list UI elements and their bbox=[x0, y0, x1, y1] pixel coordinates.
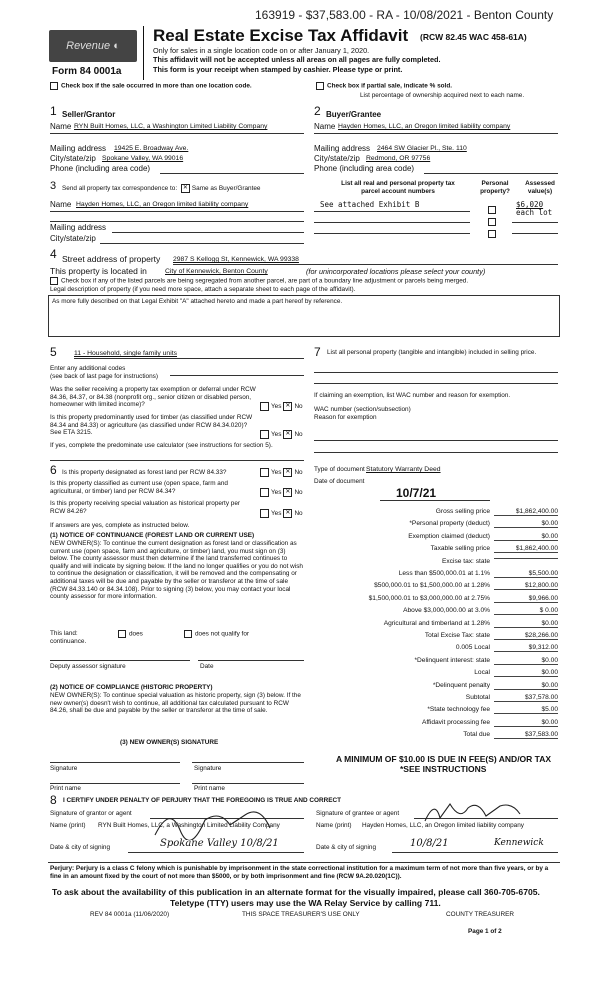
correspondence-rule-2 bbox=[50, 221, 304, 222]
rcw-reference: (RCW 82.45 WAC 458-61A) bbox=[420, 32, 527, 42]
correspondence-rule bbox=[50, 211, 304, 212]
parcel-line-2 bbox=[314, 222, 470, 223]
owner-signature-label-1: Signature bbox=[50, 765, 78, 772]
grantor-name[interactable]: RYN Built Homes, LLC, a Washington Limited Liability Company bbox=[98, 822, 280, 829]
partial-sale-note: List percentage of ownership acquired next to each name. bbox=[360, 92, 525, 99]
sec6-question-2: Is this property classified as current use (open space, farm and agricultural, or timber) land per RCW 84.34? bbox=[50, 480, 228, 495]
tax-row-value[interactable] bbox=[494, 558, 558, 559]
buyer-mail-label: Mailing address bbox=[314, 144, 371, 153]
grantee-city-handwritten[interactable]: Kennewick bbox=[494, 838, 544, 848]
tax-row bbox=[313, 644, 558, 655]
tax-row bbox=[313, 607, 558, 618]
owner-print-label-2: Print name bbox=[194, 785, 225, 792]
seller-phone-line[interactable] bbox=[160, 173, 304, 174]
personal-property-line-2[interactable] bbox=[314, 383, 558, 384]
doc-type-label: Type of document bbox=[314, 466, 365, 473]
owner-print-line-2[interactable] bbox=[192, 783, 304, 784]
tax-row bbox=[313, 657, 558, 668]
tax-row-label: 0.005 Local bbox=[455, 644, 490, 652]
notice-compliance-text: NEW OWNER(S): To continue special valuation as historic property, sign (3) below. If the new owner(s) doesn't wish to continue, all additional tax calculated pursuant to RCW 84.26, shall be due and payable by the seller or transferor at the time of sale. bbox=[50, 692, 301, 715]
alternate-format-note: To ask about the availability of this publication in an alternate format for the visually impaired, please call 360-705-6705. bbox=[52, 887, 540, 897]
seller-mail[interactable]: 19425 E. Broadway Ave. bbox=[114, 145, 189, 152]
this-land-label: This land: continuance. bbox=[50, 630, 87, 645]
buyer-city-label: City/state/zip bbox=[314, 154, 360, 163]
assessed-line-3 bbox=[512, 233, 558, 234]
grantor-date-handwritten[interactable]: Spokane Valley 10/8/21 bbox=[160, 838, 279, 849]
grantor-date-line bbox=[128, 852, 304, 853]
header-note-3: This form is your receipt when stamped by cashier. Please type or print. bbox=[153, 65, 403, 74]
tax-row-value[interactable]: $9,966.00 bbox=[494, 595, 558, 603]
doc-date-line bbox=[380, 500, 490, 501]
tax-row-value[interactable]: $9,312.00 bbox=[494, 644, 558, 652]
owner-signature-line-2[interactable] bbox=[192, 762, 304, 763]
correspondence-city-line[interactable] bbox=[100, 243, 304, 244]
buyer-title: Buyer/Grantee bbox=[326, 110, 382, 119]
property-location[interactable]: City of Kennewick, Benton County bbox=[165, 268, 268, 275]
page-number: Page 1 of 2 bbox=[468, 928, 502, 935]
perjury-notice: Perjury: Perjury is a class C felony which is punishable by imprisonment in the state correctional institution for a maximum term of not more than five years, or by a fine in an amount fixed by the court of not more than $5000, or by both imprisonment and fine (RCW 9A.20.020(1C)). bbox=[50, 865, 549, 880]
sec6-q2-answer[interactable]: Yes ✕ No bbox=[258, 488, 303, 497]
doc-type[interactable]: Statutory Warranty Deed bbox=[366, 466, 441, 473]
personal-property-header: Personal property? bbox=[480, 180, 510, 195]
sec5-q2-answer[interactable]: Yes ✕ No bbox=[258, 430, 303, 439]
tax-row-value[interactable]: $0.00 bbox=[494, 657, 558, 665]
correspondence-mail-line[interactable] bbox=[112, 232, 304, 233]
location-note: (for unincorporated locations please select your county) bbox=[306, 267, 486, 276]
deputy-signature-label: Deputy assessor signature bbox=[50, 663, 126, 670]
sec6-if-yes: If answers are yes, complete as instructed below. bbox=[50, 522, 190, 529]
notice-continuance-title: (1) NOTICE OF CONTINUANCE (FOREST LAND OR CURRENT USE) bbox=[50, 532, 255, 539]
form-number: Form 84 0001a bbox=[52, 66, 122, 77]
tax-row bbox=[313, 533, 558, 544]
buyer-name[interactable]: Hayden Homes, LLC, an Oregon limited liability company bbox=[338, 123, 511, 130]
seller-name-label: Name bbox=[50, 122, 72, 131]
doc-date-label: Date of document bbox=[314, 478, 365, 485]
parcel-header: List all real and personal property tax parcel account numbers bbox=[341, 180, 455, 195]
legal-description: As more fully described on that Legal Exhibit "A" attached hereto and made a part hereof by reference. bbox=[52, 298, 343, 305]
grantee-name-label: Name (print) bbox=[316, 822, 352, 829]
tax-row bbox=[313, 570, 558, 581]
see-instructions-note: *SEE INSTRUCTIONS bbox=[400, 764, 487, 774]
tax-row bbox=[313, 719, 558, 730]
tax-row bbox=[313, 582, 558, 593]
reason-line-2[interactable] bbox=[314, 452, 558, 453]
parcel-line-3 bbox=[314, 233, 470, 234]
deputy-date-label: Date bbox=[200, 663, 214, 670]
wac-label: WAC number (section/subsection) bbox=[314, 406, 411, 413]
sec5-divider bbox=[50, 460, 304, 461]
tax-row-label: Affidavit processing fee bbox=[421, 718, 490, 726]
seller-title: Seller/Grantor bbox=[62, 110, 116, 119]
header-note-1: Only for sales in a single location code on or after January 1, 2020. bbox=[153, 46, 370, 55]
tax-row-value[interactable]: $0.00 bbox=[494, 533, 558, 541]
sec5-q1-answer[interactable]: Yes ✕ No bbox=[258, 402, 303, 411]
tax-row-value[interactable]: $1,862,400.00 bbox=[494, 545, 558, 553]
tax-row bbox=[313, 508, 558, 519]
section-6-number: 6 bbox=[50, 463, 57, 477]
doc-date[interactable]: 10/7/21 bbox=[396, 486, 437, 500]
owner-signature-line-1[interactable] bbox=[50, 762, 180, 763]
segregation-checkbox[interactable]: Check box if any of the listed parcels are being segregated from another parcel, are part of a boundary line adjustment or parcels being merged. bbox=[50, 277, 468, 285]
tax-row bbox=[313, 545, 558, 556]
reason-line-1[interactable] bbox=[314, 440, 558, 441]
sec6-q3-answer[interactable]: Yes ✕ No bbox=[258, 509, 303, 518]
treasurer-use-label: THIS SPACE TREASURER'S USE ONLY bbox=[242, 911, 360, 918]
seller-name[interactable]: RYN Built Homes, LLC, a Washington Limited Liability Company bbox=[74, 123, 268, 130]
grantee-date-handwritten[interactable]: 10/8/21 bbox=[410, 838, 449, 849]
street-label: Street address of property bbox=[62, 254, 161, 264]
tax-row-label: Gross selling price bbox=[435, 508, 490, 515]
sec6-question-1: Is this property designated as forest land per RCW 84.33? bbox=[62, 469, 227, 476]
tax-row-label: Above $3,000,000.00 at 3.0% bbox=[403, 607, 490, 615]
correspondence-text: Send all property tax correspondence to: ✕ Same as Buyer/Grantee bbox=[62, 185, 261, 193]
tax-row bbox=[313, 558, 558, 569]
additional-codes-label: Enter any additional codes (see back of last page for instructions) bbox=[50, 365, 158, 380]
tax-row-label: Total due bbox=[463, 731, 490, 739]
tax-row-label: Agricultural and timberland at 1.28% bbox=[383, 619, 490, 627]
tax-row-value[interactable]: $12,800.00 bbox=[494, 582, 558, 590]
tax-row-value[interactable]: $0.00 bbox=[494, 520, 558, 528]
sec5-question-1: Was the seller receiving a property tax exemption or deferral under RCW 84.36, 84.37, or 84.38 (nonprofit org., senior citizen or disabled person, homeowner with limited income)? bbox=[50, 386, 256, 409]
notice-continuance-text: NEW OWNER(S): To continue the current designation as forest land or classification as current use (open space, farm and agriculture, or timber) land, you must sign on (3) below. The county assessor must then determine if the land transferred continues to qualify and will indicate by signing below. If the land no longer qualifies or you do not wish to continue the designation or classification, it will be removed and the compensating or additional taxes will be due and payable by the seller or transferor at the time of sale (RCW 84.33.140 or 84.34.108). Prior to signing (3) below, you may contact your local county assessor for more information. bbox=[50, 540, 303, 601]
footer-divider bbox=[48, 862, 560, 863]
new-owner-signature-title: (3) NEW OWNER(S) SIGNATURE bbox=[120, 739, 219, 746]
personal-property-line-1[interactable] bbox=[314, 372, 558, 373]
same-as-buyer-checkbox[interactable]: ✕ bbox=[182, 185, 188, 191]
tax-row-label: *Delinquent interest: state bbox=[414, 656, 490, 664]
personal-property-checkbox-3[interactable] bbox=[488, 225, 499, 243]
seller-city[interactable]: Spokane Valley, WA 99016 bbox=[102, 155, 184, 162]
buyer-phone-label: Phone (including area code) bbox=[314, 164, 415, 173]
tax-row-label: $1,500,000.01 to $3,000,000.00 at 2.75% bbox=[368, 594, 490, 602]
sec6-question-3: Is this property receiving special valuation as historical property per RCW 84.26? bbox=[50, 500, 241, 515]
tax-row-label: Exemption claimed (deduct) bbox=[408, 532, 490, 540]
does-not-checkbox[interactable]: does not qualify for bbox=[184, 630, 249, 638]
revenue-logo: Revenue ◐ bbox=[49, 30, 137, 62]
legal-description-label: Legal description of property (if you need more space, attach a separate sheet to each page of the affidavit). bbox=[50, 286, 356, 293]
grantor-name-label: Name (print) bbox=[50, 822, 86, 829]
property-street[interactable]: 2987 S Kellogg St, Kennewick, WA 99338 bbox=[173, 256, 299, 263]
owner-print-line-1[interactable] bbox=[50, 783, 180, 784]
tax-row-value[interactable]: $ 0.00 bbox=[494, 607, 558, 615]
tax-row bbox=[313, 706, 558, 717]
grantor-signature bbox=[150, 800, 300, 840]
sec6-q1-answer[interactable]: Yes ✕ No bbox=[258, 468, 303, 477]
exemption-label: If claiming an exemption, list WAC number and reason for exemption. bbox=[314, 392, 511, 399]
tax-row-label: Excise tax: state bbox=[441, 557, 490, 565]
tax-row bbox=[313, 620, 558, 631]
personal-property-list-label: List all personal property (tangible and intangible) included in selling price. bbox=[327, 349, 537, 356]
partial-sale-checkbox[interactable]: Check box if partial sale, indicate % sold. bbox=[316, 82, 452, 90]
tax-row-label: $500,000.01 to $1,500,000.00 at 1.28% bbox=[374, 582, 490, 590]
county-treasurer-label: COUNTY TREASURER bbox=[446, 911, 514, 918]
tax-row bbox=[313, 669, 558, 680]
grantor-signature-label: Signature of grantor or agent bbox=[50, 810, 132, 817]
street-line bbox=[173, 264, 558, 265]
grantor-date-label: Date & city of signing bbox=[50, 844, 111, 851]
tax-row-value[interactable]: $28,266.00 bbox=[494, 632, 558, 640]
tax-row bbox=[313, 682, 558, 693]
seller-phone-label: Phone (including area code) bbox=[50, 164, 151, 173]
tax-row-value[interactable]: $0.00 bbox=[494, 719, 558, 727]
correspondence-name[interactable]: Hayden Homes, LLC, an Oregon limited liability company bbox=[76, 201, 249, 208]
teletype-note: Teletype (TTY) users may use the WA Relay Service by calling 711. bbox=[170, 898, 441, 908]
tax-row-label: Subtotal bbox=[465, 694, 490, 701]
section-4-number: 4 bbox=[50, 247, 57, 261]
tax-row-label: Taxable selling price bbox=[430, 545, 490, 553]
deputy-signature-line[interactable] bbox=[50, 660, 190, 661]
section-8-number: 8 bbox=[50, 793, 57, 807]
section-5-number: 5 bbox=[50, 345, 57, 359]
tax-row bbox=[313, 731, 558, 742]
grantee-date-line bbox=[392, 852, 558, 853]
buyer-name-label: Name bbox=[314, 122, 336, 131]
correspondence-mail-label: Mailing address bbox=[50, 223, 107, 232]
tax-row-label: *State technology fee bbox=[427, 706, 490, 714]
buyer-phone-line[interactable] bbox=[424, 173, 558, 174]
certify-statement: I CERTIFY UNDER PENALTY OF PERJURY THAT THE FOREGOING IS TRUE AND CORRECT bbox=[63, 797, 342, 804]
tax-row-value[interactable]: $37,583.00 bbox=[494, 731, 558, 739]
revision-number: REV 84 0001a (11/06/2020) bbox=[90, 911, 170, 918]
sec5-question-2: Is this property predominantly used for timber (as classified under RCW 84.34 and 84.33) or agriculture (as classified under RCW 84.34.020)? See ETA 3215. bbox=[50, 414, 253, 437]
tax-row bbox=[313, 694, 558, 705]
assessed-value[interactable]: $6,020 each lot bbox=[516, 200, 553, 217]
owner-signature-label-2: Signature bbox=[194, 765, 222, 772]
deputy-date-line[interactable] bbox=[198, 660, 304, 661]
land-use-code[interactable]: 11 - Household, single family units bbox=[74, 350, 178, 357]
owner-print-label-1: Print name bbox=[50, 785, 81, 792]
tax-row-label: *Delinquent penalty bbox=[432, 681, 490, 689]
seller-city-label: City/state/zip bbox=[50, 154, 96, 163]
page-title: Real Estate Excise Tax Affidavit bbox=[153, 26, 409, 45]
does-checkbox[interactable]: does bbox=[118, 630, 143, 638]
section-1-number: 1 bbox=[50, 104, 57, 118]
header-note-2: This affidavit will not be accepted unless all areas on all pages are fully completed. bbox=[153, 55, 441, 64]
additional-codes-line[interactable] bbox=[170, 375, 304, 376]
seller-rule bbox=[50, 133, 304, 134]
tax-row-label: *Personal property (deduct) bbox=[409, 520, 490, 528]
use-line bbox=[74, 358, 304, 359]
located-label: This property is located in bbox=[50, 266, 147, 276]
tax-row-value[interactable]: $0.00 bbox=[494, 682, 558, 690]
tax-row-value[interactable]: $0.00 bbox=[494, 620, 558, 628]
tax-row-value[interactable]: $37,578.00 bbox=[494, 694, 558, 702]
tax-row-label: Local bbox=[474, 669, 490, 677]
grantee-signature bbox=[420, 796, 540, 826]
correspondence-name-label: Name bbox=[50, 200, 72, 209]
buyer-city[interactable]: Redmond, OR 97756 bbox=[366, 155, 431, 162]
section-3-number: 3 bbox=[50, 180, 57, 192]
grantee-name[interactable]: Hayden Homes, LLC, an Oregon limited liability company bbox=[362, 822, 524, 829]
buyer-rule bbox=[314, 133, 558, 134]
tax-row-label: Total Excise Tax: state bbox=[424, 632, 490, 639]
tax-row-value[interactable]: $1,862,400.00 bbox=[494, 508, 558, 516]
minimum-due-note: A MINIMUM OF $10.00 IS DUE IN FEE(S) AND/OR TAX bbox=[336, 754, 552, 764]
tax-row bbox=[313, 632, 558, 643]
multi-location-checkbox[interactable]: Check box if the sale occurred in more than one location code. bbox=[50, 82, 252, 90]
tax-row bbox=[313, 520, 558, 531]
sec5-question-3: If yes, complete the predominate use calculator (see instructions for section 5). bbox=[50, 442, 273, 449]
buyer-mail[interactable]: 2464 SW Glacier Pl., Ste. 110 bbox=[377, 145, 467, 152]
grantee-signature-label: Signature of grantee or agent bbox=[316, 810, 400, 817]
recording-stamp: 163919 - $37,583.00 - RA - 10/08/2021 - Benton County bbox=[255, 8, 554, 22]
parcel-entry[interactable]: See attached Exhibit B bbox=[320, 200, 420, 209]
header-divider bbox=[143, 26, 144, 80]
section-7-number: 7 bbox=[314, 345, 321, 359]
assessed-line-2 bbox=[512, 222, 558, 223]
tax-row-label: Less than $500,000.01 at 1.1% bbox=[398, 570, 490, 577]
grantee-date-label: Date & city of signing bbox=[316, 844, 377, 851]
seller-mail-label: Mailing address bbox=[50, 144, 107, 153]
parcel-line-1 bbox=[314, 211, 470, 212]
tax-row bbox=[313, 595, 558, 606]
tax-row-value[interactable]: $5,500.00 bbox=[494, 570, 558, 578]
tax-row-value[interactable]: $5.00 bbox=[494, 706, 558, 714]
correspondence-city-label: City/state/zip bbox=[50, 234, 96, 243]
legal-description-box[interactable] bbox=[48, 295, 560, 337]
assessed-value-header: Assessed value(s) bbox=[525, 180, 555, 195]
section-2-number: 2 bbox=[314, 104, 321, 118]
notice-compliance-title: (2) NOTICE OF COMPLIANCE (HISTORIC PROPERTY) bbox=[50, 684, 213, 691]
reason-label: Reason for exemption bbox=[314, 414, 377, 421]
tax-row-value[interactable]: $0.00 bbox=[494, 669, 558, 677]
